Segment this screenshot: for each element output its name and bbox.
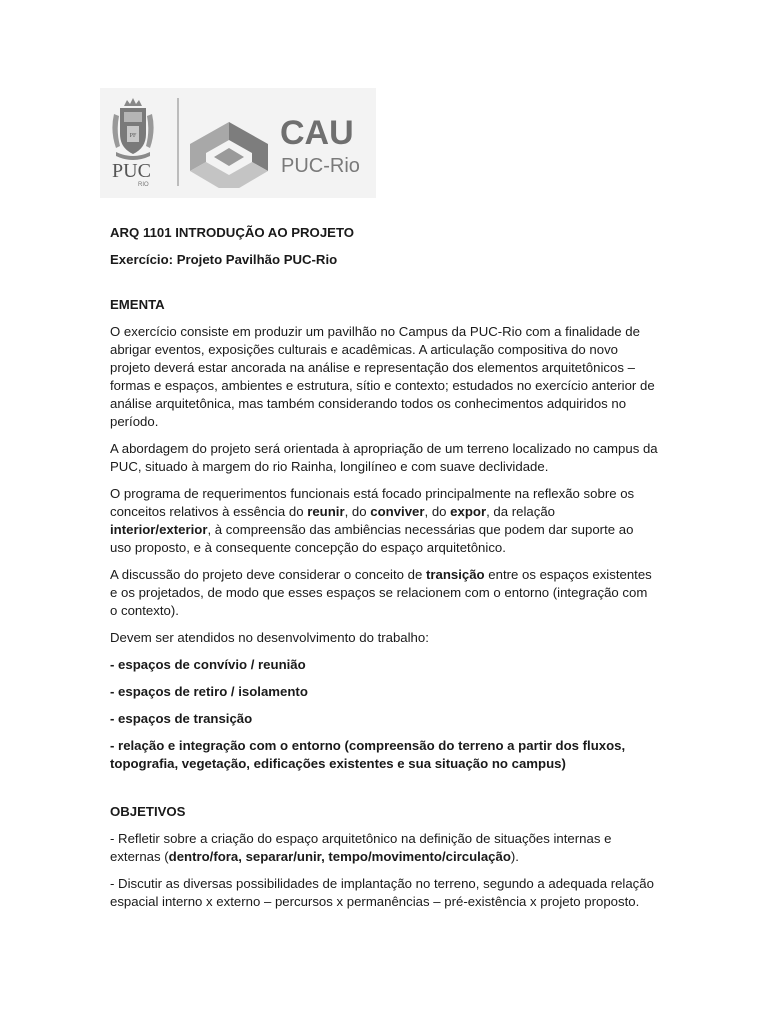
cau-sub-text: PUC-Rio: [281, 155, 360, 177]
cau-logo-text: CAU: [280, 114, 354, 152]
bold-term-interior-exterior: interior/exterior: [110, 522, 208, 537]
requirement-item: - espaços de convívio / reunião: [110, 657, 306, 672]
puc-logo-text: PUC: [112, 160, 151, 182]
text-run: - Refletir sobre a criação do espaço arquitetônico na definição de situações internas e externas (: [110, 831, 612, 864]
objetivo-1: [110, 830, 658, 866]
bold-term-expor: expor: [450, 504, 487, 519]
requirement-item: - espaços de retiro / isolamento: [110, 684, 308, 699]
text-run: entre os espaços existentes e os projetados, de modo que esses espaços se relacionem com o entorno (integração com o contexto).: [110, 567, 652, 618]
text-run: A discussão do projeto deve considerar o conceito de: [110, 567, 426, 582]
puc-coat-of-arms-icon: [112, 98, 153, 160]
text-run: , à compreensão das ambiências necessárias que podem dar suporte ao uso proposto, e à consequente concepção do espaço arquitetônico.: [110, 522, 634, 555]
requirement-item: - espaços de transição: [110, 711, 253, 726]
ementa-paragraph-1: O exercício consiste em produzir um pavilhão no Campus da PUC-Rio com a finalidade de abrigar eventos, exposições culturais e acadêmicas. A articulação compositiva do novo projeto deverá estar ancorada na análise e representação dos elementos arquitetônicos – formas e espaços, ambientes e estrutura, sítio e contexto; estudados no exercício anterior de análise arquitetônica, mas também considerando todos os conhecimentos adquiridos no período.: [110, 324, 655, 429]
header-logos: [108, 96, 368, 188]
ementa-paragraph-3: [110, 485, 658, 557]
objetivos-heading: OBJETIVOS: [110, 804, 186, 819]
rio-logo-text: RIO: [138, 182, 149, 188]
text-run: , da relação: [486, 504, 556, 519]
bold-terms: dentro/fora, separar/unir, tempo/movimento/circulação: [168, 849, 511, 864]
cau-cube-icon: [190, 122, 268, 188]
exercise-title: Exercício: Projeto Pavilhão PUC-Rio: [110, 252, 338, 267]
objetivo-2: - Discutir as diversas possibilidades de implantação no terreno, segundo a adequada relação espacial interno x externo – percursos x permanências – pré-existência x projeto proposto.: [110, 876, 654, 909]
text-run: , do: [424, 504, 451, 519]
svg-text:PF: PF: [129, 133, 137, 139]
ementa-heading: EMENTA: [110, 297, 165, 312]
ementa-paragraph-5: Devem ser atendidos no desenvolvimento do trabalho:: [110, 630, 429, 645]
bold-term-reunir: reunir: [307, 504, 345, 519]
bold-term-transicao: transição: [425, 567, 485, 582]
document-body: [110, 224, 658, 911]
bold-term-conviver: conviver: [370, 504, 425, 519]
course-title: ARQ 1101 INTRODUÇÃO AO PROJETO: [110, 225, 355, 240]
ementa-paragraph-2: A abordagem do projeto será orientada à apropriação de um terreno localizado no campus da PUC, situado à margem do rio Rainha, longilíneo e com suave declividade.: [110, 441, 658, 474]
ementa-paragraph-4: [110, 566, 658, 620]
text-run: O programa de requerimentos funcionais está focado principalmente na reflexão sobre os conceitos relativos à essência do: [110, 486, 635, 519]
text-run: , do: [344, 504, 371, 519]
text-run: ).: [510, 849, 519, 864]
requirement-item: - relação e integração com o entorno (compreensão do terreno a partir dos fluxos, topografia, vegetação, edificações existentes e sua situação no campus): [110, 738, 626, 771]
